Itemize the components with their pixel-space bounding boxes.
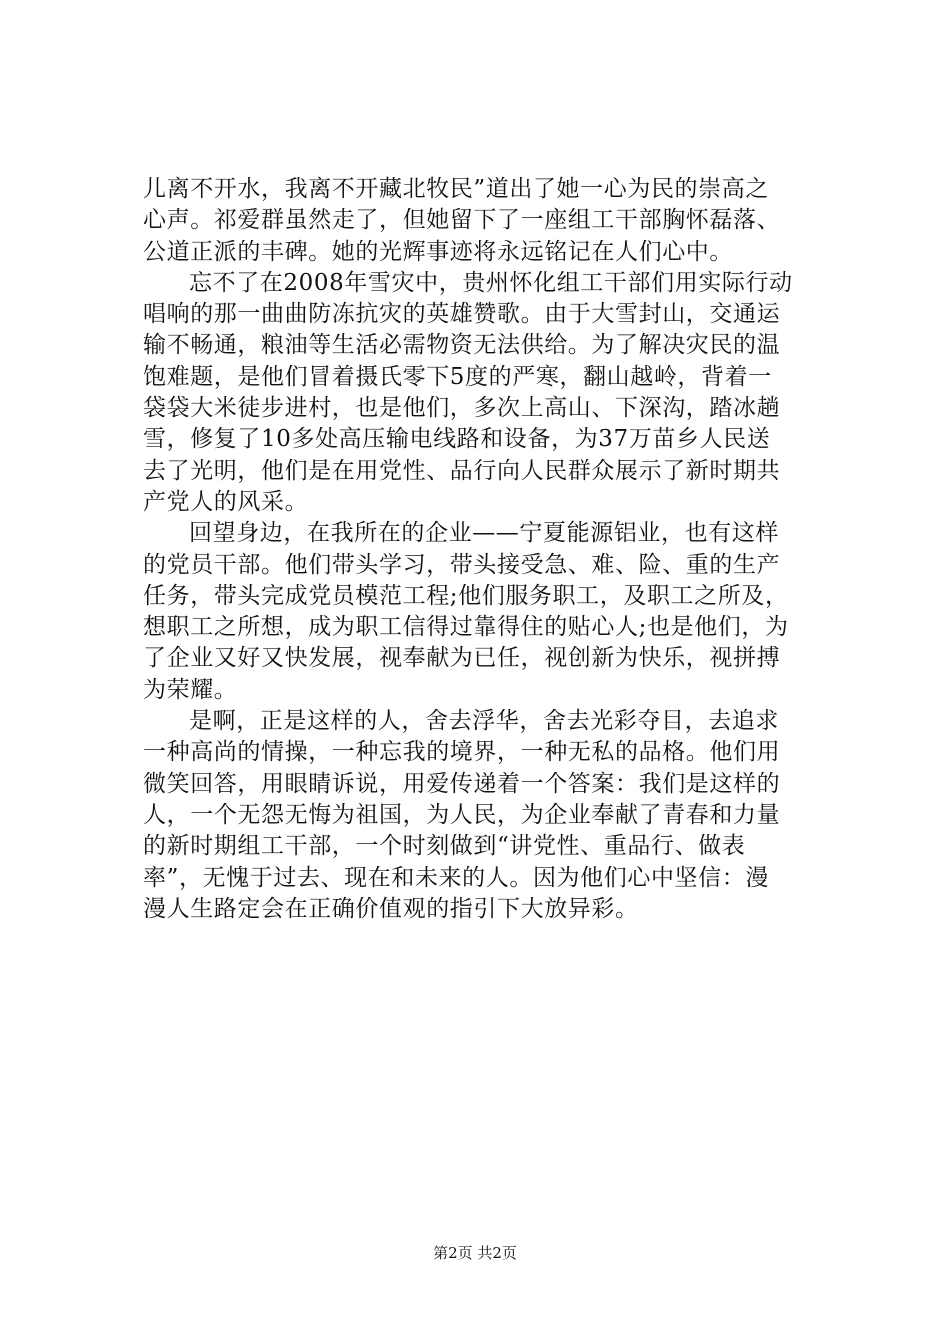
text-line: 雪，修复了10多处高压输电线路和设备，为37万苗乡人民送 bbox=[143, 426, 771, 453]
text-line: 去了光明，他们是在用党性、品行向人民群众展示了新时期共 bbox=[143, 457, 781, 484]
text-line: 率”，无愧于过去、现在和未来的人。因为他们心中坚信：漫 bbox=[143, 864, 769, 891]
text-line: 的党员干部。他们带头学习，带头接受急、难、险、重的生产 bbox=[143, 551, 781, 578]
text-line: 任务，带头完成党员模范工程;他们服务职工，及职工之所及， bbox=[143, 582, 789, 609]
text-line: 饱难题，是他们冒着摄氏零下5度的严寒，翻山越岭，背着一 bbox=[143, 363, 772, 390]
text-line: 心声。祁爱群虽然走了，但她留下了一座组工干部胸怀磊落、 bbox=[143, 207, 781, 234]
text-line: 输不畅通，粮油等生活必需物资无法供给。为了解决灾民的温 bbox=[143, 332, 781, 359]
text-line: 为荣耀。 bbox=[143, 676, 238, 703]
text-line: 想职工之所想，成为职工信得过靠得住的贴心人;也是他们，为 bbox=[143, 614, 789, 641]
text-line: 儿离不开水，我离不开藏北牧民”道出了她一心为民的崇高之 bbox=[143, 176, 769, 202]
text-line: 漫人生路定会在正确价值观的指引下大放异彩。 bbox=[143, 895, 639, 922]
text-line: 产党人的风采。 bbox=[143, 488, 309, 515]
text-line: 一种高尚的情操，一种忘我的境界，一种无私的品格。他们用 bbox=[143, 739, 781, 766]
text-line: 袋袋大米徒步进村，也是他们，多次上高山、下深沟，踏冰趟 bbox=[143, 395, 781, 422]
text-line: 唱响的那一曲曲防冻抗灾的英雄赞歌。由于大雪封山，交通运 bbox=[143, 301, 781, 328]
text-line: 的新时期组工干部，一个时刻做到“讲党性、重品行、做表 bbox=[143, 833, 746, 860]
body-text bbox=[143, 174, 808, 925]
paragraph-start-line: 回望身边，在我所在的企业——宁夏能源铝业，也有这样 bbox=[189, 520, 779, 547]
text-line: 公道正派的丰碑。她的光辉事迹将永远铭记在人们心中。 bbox=[143, 238, 733, 265]
text-line: 微笑回答，用眼睛诉说，用爱传递着一个答案：我们是这样的 bbox=[143, 770, 781, 797]
paragraph-start-line: 是啊，正是这样的人，舍去浮华，舍去光彩夺目，去追求 bbox=[189, 708, 779, 735]
text-line: 了企业又好又快发展，视奉献为已任，视创新为快乐，视拼搏 bbox=[143, 645, 781, 672]
paragraph-start-line: 忘不了在2008年雪灾中，贵州怀化组工干部们用实际行动 bbox=[189, 269, 793, 296]
text-line: 人，一个无怨无悔为祖国，为人民，为企业奉献了青春和力量 bbox=[143, 801, 781, 828]
page-number-footer: 第2页 共2页 bbox=[433, 1244, 517, 1262]
